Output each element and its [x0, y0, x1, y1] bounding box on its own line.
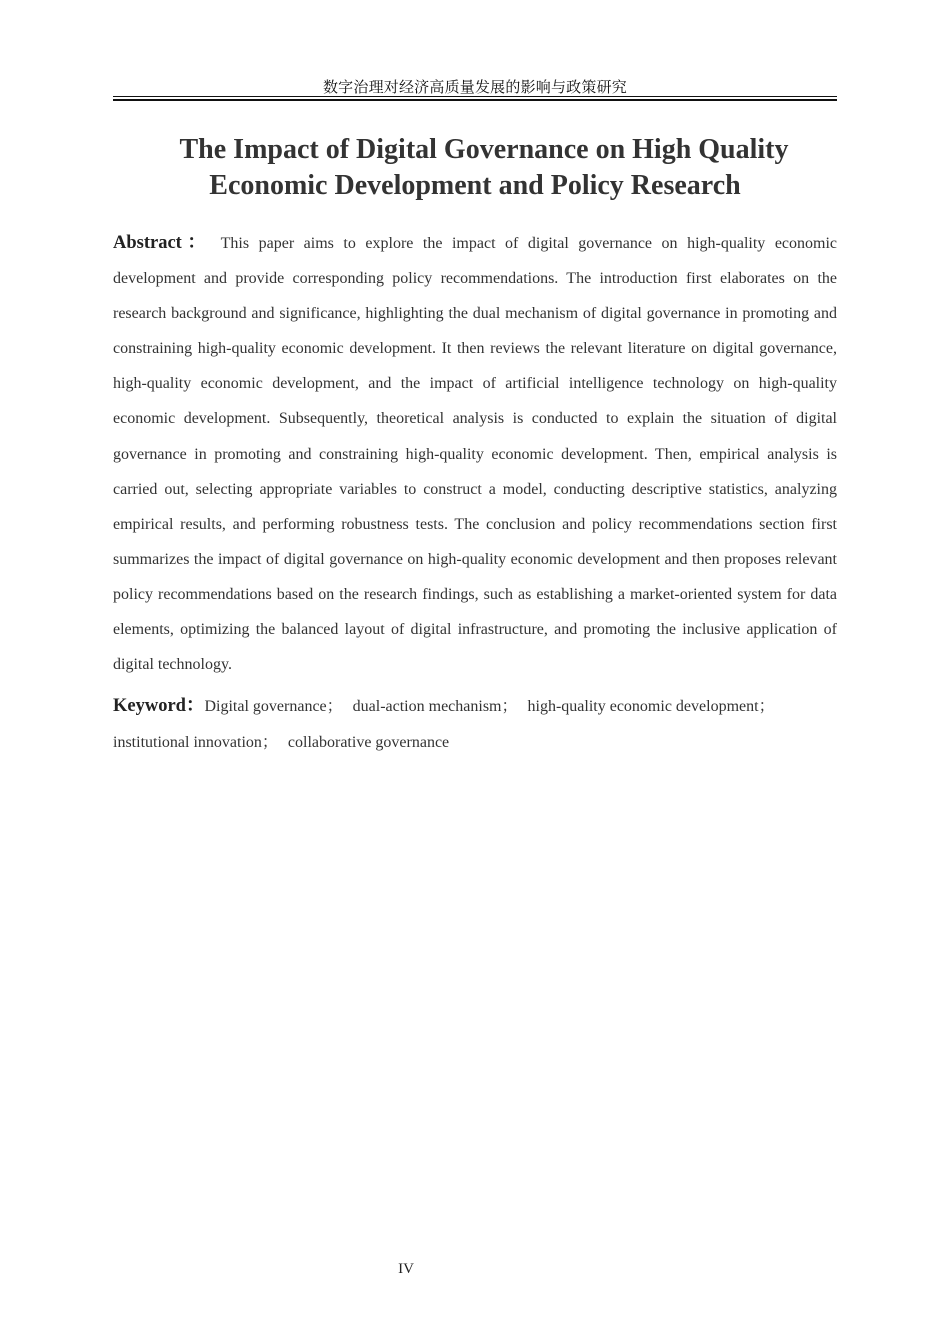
keyword-item: Digital governance: [204, 698, 327, 715]
abstract-text: This paper aims to explore the impact of digital governance on high-quality economic development and provide corresponding policy recommendations. The introduction first elaborates on the research background and significance, highlighting the dual mechanism of digital governance in promoting and constraining high-quality economic development. It then reviews the relevant literature on digital governance, high-quality economic development, and the impact of artificial intelligence technology on high-quality economic development. Subsequently, theoretical analysis is conducted to explain the situation of digital governance in promoting and constraining high-quality economic development. Then, empirical analysis is carried out, selecting appropriate variables to construct a model, conducting descriptive statistics, analyzing empirical results, and performing robustness tests. The conclusion and policy recommendations section first summarizes the impact of digital governance on high-quality economic development and then proposes relevant policy recommendations based on the research findings, such as establishing a market-oriented system for data elements, optimizing the balanced layout of digital infrastructure, and promoting the inclusive application of digital technology.: [113, 235, 838, 674]
keyword-separator: ；: [501, 698, 518, 715]
title-line-2: Economic Development and Policy Research: [209, 170, 741, 201]
abstract-paragraph: [113, 226, 837, 682]
keyword-separator: ；: [326, 698, 343, 715]
keyword-item: collaborative governance: [287, 734, 450, 751]
paper-title: [113, 132, 837, 204]
keyword-separator: ；: [758, 698, 775, 715]
keyword-item: dual-action mechanism: [352, 698, 502, 715]
keywords-label: Keyword：: [113, 696, 205, 716]
keyword-item: high-quality economic development: [527, 698, 759, 715]
keyword-separator: ；: [261, 734, 278, 751]
title-line-1: The Impact of Digital Governance on High Quality: [179, 134, 789, 165]
header-double-rule: [113, 96, 837, 101]
keywords-paragraph: [113, 688, 837, 761]
keyword-item: institutional innovation: [113, 734, 262, 751]
abstract-label: Abstract：: [113, 233, 212, 253]
page-number: IV: [398, 1261, 414, 1277]
running-header: 数字治理对经济高质量发展的影响与政策研究: [322, 78, 627, 96]
